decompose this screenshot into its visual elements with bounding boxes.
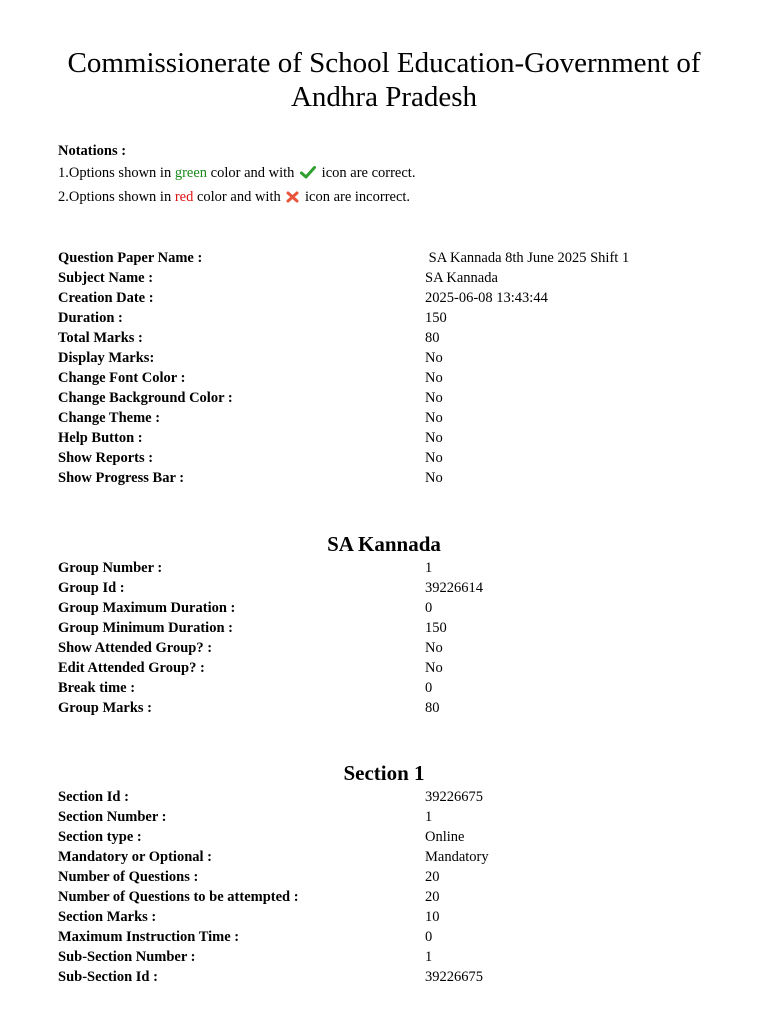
info-value: 2025-06-08 13:43:44 [425, 290, 548, 306]
group-key: Group Minimum Duration : [58, 620, 233, 636]
section-value: 39226675 [425, 789, 483, 805]
group-row [58, 678, 718, 698]
info-key: Help Button : [58, 430, 143, 446]
section-row [58, 847, 718, 867]
section-value: 20 [425, 889, 440, 905]
section-row [58, 907, 718, 927]
notation-incorrect-suffix: icon are incorrect. [301, 189, 411, 205]
group-value: No [425, 640, 443, 656]
info-value: SA Kannada 8th June 2025 Shift 1 [425, 250, 630, 266]
info-key: Creation Date : [58, 290, 154, 306]
info-key: Show Progress Bar : [58, 470, 185, 486]
section-row [58, 967, 718, 987]
info-row [58, 368, 718, 388]
info-key: Display Marks: [58, 350, 155, 366]
section-key: Number of Questions to be attempted : [58, 889, 299, 905]
info-row [58, 308, 718, 328]
page-title: Commissionerate of School Education-Government of Andhra Pradesh [67, 47, 701, 113]
info-row [58, 268, 718, 288]
section-row [58, 807, 718, 827]
notation-incorrect [58, 186, 415, 210]
group-key: Group Id : [58, 580, 125, 596]
group-row [58, 558, 718, 578]
section-row [58, 927, 718, 947]
section-heading: Section 1 [343, 761, 425, 785]
info-value: 80 [425, 330, 440, 346]
info-value: SA Kannada [425, 270, 498, 286]
info-value: No [425, 410, 443, 426]
info-key: Total Marks : [58, 330, 143, 346]
section-key: Number of Questions : [58, 869, 199, 885]
notation-incorrect-mid: color and with [193, 189, 285, 205]
group-row [58, 618, 718, 638]
info-value: No [425, 390, 443, 406]
section-value: 1 [425, 949, 433, 965]
group-value: 80 [425, 700, 440, 716]
section-value: 1 [425, 809, 433, 825]
group-row [58, 578, 718, 598]
notation-correct-color-word: green [174, 165, 208, 181]
info-key: Duration : [58, 310, 123, 326]
group-heading: SA Kannada [327, 532, 441, 556]
check-icon [300, 164, 316, 186]
section-row [58, 787, 718, 807]
notation-incorrect-prefix: 2.Options shown in [58, 189, 175, 205]
info-row [58, 468, 718, 488]
group-key: Group Number : [58, 560, 163, 576]
info-row [58, 348, 718, 368]
notations-heading: Notations : [58, 143, 127, 159]
section-value: 10 [425, 909, 440, 925]
info-key: Change Background Color : [58, 390, 233, 406]
info-key: Show Reports : [58, 450, 154, 466]
group-value: 1 [425, 560, 433, 576]
notations-block [58, 140, 415, 210]
group-row [58, 658, 718, 678]
info-row [58, 388, 718, 408]
info-value: 150 [425, 310, 447, 326]
info-key: Change Font Color : [58, 370, 186, 386]
group-value: No [425, 660, 443, 676]
group-row [58, 638, 718, 658]
section-info-list [58, 787, 718, 987]
info-row [58, 448, 718, 468]
group-value: 0 [425, 600, 433, 616]
info-key: Question Paper Name : [58, 250, 203, 266]
section-row [58, 827, 718, 847]
section-value: Online [425, 829, 465, 845]
group-value: 0 [425, 680, 433, 696]
paper-info-list [58, 248, 718, 488]
info-row [58, 428, 718, 448]
info-value: No [425, 450, 443, 466]
group-value: 39226614 [425, 580, 483, 596]
info-row [58, 408, 718, 428]
section-value: Mandatory [425, 849, 489, 865]
info-value: No [425, 370, 443, 386]
info-value: No [425, 430, 443, 446]
group-row [58, 598, 718, 618]
group-row [58, 698, 718, 718]
section-key: Section Id : [58, 789, 129, 805]
group-key: Group Maximum Duration : [58, 600, 236, 616]
section-key: Mandatory or Optional : [58, 849, 212, 865]
cross-icon [286, 188, 299, 210]
section-row [58, 887, 718, 907]
section-value: 39226675 [425, 969, 483, 985]
section-row [58, 947, 718, 967]
info-key: Change Theme : [58, 410, 161, 426]
section-key: Section Number : [58, 809, 167, 825]
section-value: 0 [425, 929, 433, 945]
notation-correct-mid: color and with [207, 165, 299, 181]
info-row [58, 248, 718, 268]
info-row [58, 328, 718, 348]
group-key: Edit Attended Group? : [58, 660, 205, 676]
group-key: Group Marks : [58, 700, 152, 716]
group-key: Break time : [58, 680, 136, 696]
section-value: 20 [425, 869, 440, 885]
group-key: Show Attended Group? : [58, 640, 213, 656]
info-key: Subject Name : [58, 270, 154, 286]
info-row [58, 288, 718, 308]
section-key: Section type : [58, 829, 142, 845]
info-value: No [425, 470, 443, 486]
group-value: 150 [425, 620, 447, 636]
notation-correct [58, 162, 415, 186]
notation-correct-suffix: icon are correct. [318, 165, 416, 181]
section-key: Sub-Section Number : [58, 949, 196, 965]
section-key: Section Marks : [58, 909, 157, 925]
section-key: Sub-Section Id : [58, 969, 158, 985]
group-info-list [58, 558, 718, 718]
notation-correct-prefix: 1.Options shown in [58, 165, 175, 181]
section-key: Maximum Instruction Time : [58, 929, 240, 945]
notation-incorrect-color-word: red [174, 189, 194, 205]
info-value: No [425, 350, 443, 366]
section-row [58, 867, 718, 887]
